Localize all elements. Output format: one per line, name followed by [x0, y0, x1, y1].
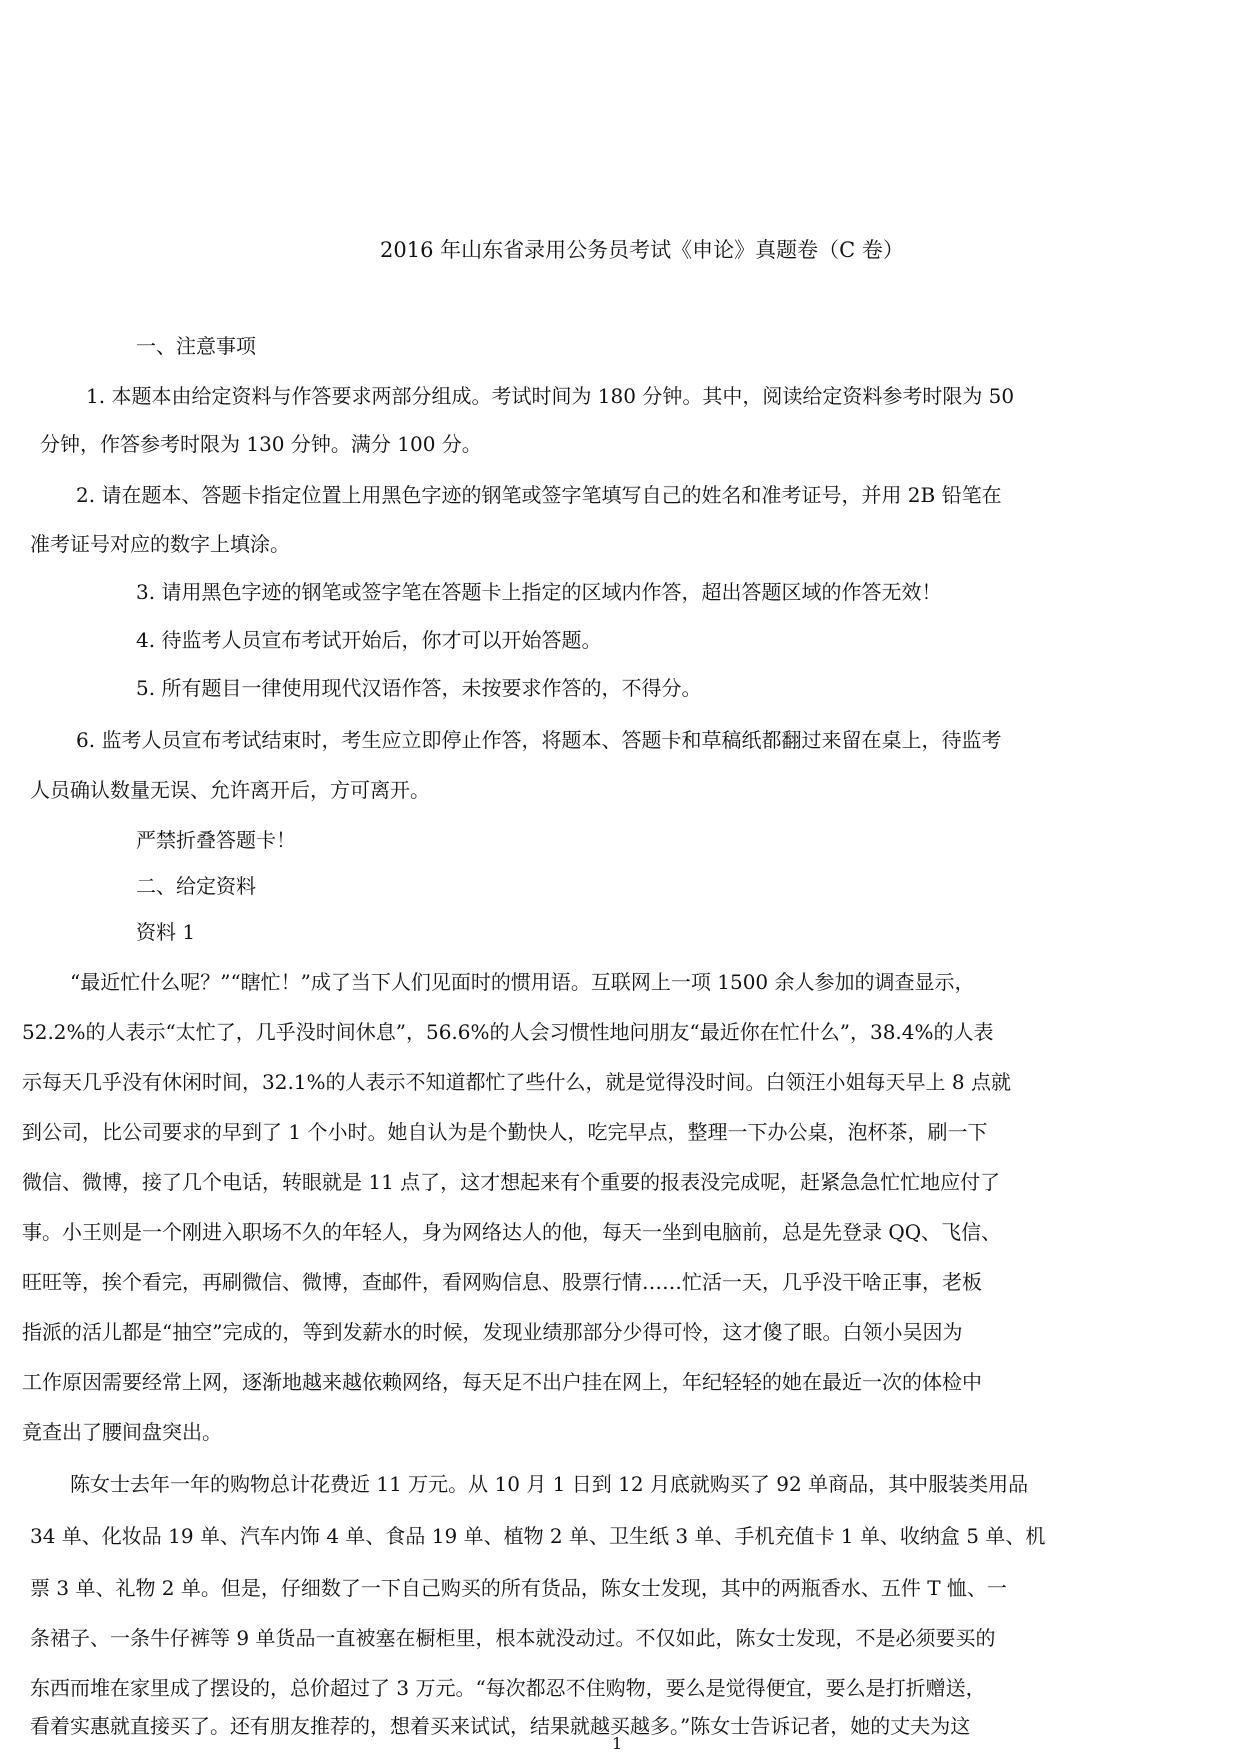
paragraph-line: 陈女士去年一年的购物总计花费近 11 万元。从 10 月 1 日到 12 月底就购买了 92 单商品，其中服装类用品 — [70, 1472, 1029, 1496]
paragraph-line: 看着实惠就直接买了。还有朋友推荐的，想着买来试试，结果就越买越多。”陈女士告诉记者，她的丈夫为这 — [30, 1714, 971, 1738]
note-line: 6. 监考人员宣布考试结束时，考生应立即停止作答，将题本、答题卡和草稿纸都翻过来留在桌上，待监考 — [76, 728, 1002, 752]
note-line: 2. 请在题本、答题卡指定位置上用黑色字迹的钢笔或签字笔填写自己的姓名和准考证号，并用 2B 铅笔在 — [76, 483, 1002, 507]
note-line: 人员确认数量无误、允许离开后，方可离开。 — [30, 778, 430, 802]
paragraph-line: 工作原因需要经常上网，逐渐地越来越依赖网络，每天足不出户挂在网上，年纪轻轻的她在最近一次的体检中 — [22, 1370, 982, 1394]
notes-heading: 一、注意事项 — [136, 334, 256, 358]
note-line: 1. 本题本由给定资料与作答要求两部分组成。考试时间为 180 分钟。其中，阅读给定资料参考时限为 50 — [86, 384, 1015, 408]
paragraph-line: 东西而堆在家里成了摆设的，总价超过了 3 万元。“每次都忍不住购物，要么是觉得便宜，要么是打折赠送， — [30, 1676, 986, 1700]
note-line: 分钟，作答参考时限为 130 分钟。满分 100 分。 — [40, 432, 482, 456]
paragraph-line: 34 单、化妆品 19 单、汽车内饰 4 单、食品 19 单、植物 2 单、卫生纸 3 单、手机充值卡 1 单、收纳盒 5 单、机 — [30, 1524, 1046, 1548]
note-line: 3. 请用黑色字迹的钢笔或签字笔在答题卡上指定的区域内作答，超出答题区域的作答无效！ — [136, 580, 942, 604]
warning-text: 严禁折叠答题卡！ — [136, 828, 296, 852]
paragraph-line: 示每天几乎没有休闲时间，32.1%的人表示不知道都忙了些什么，就是觉得没时间。白领汪小姐每天早上 8 点就 — [22, 1070, 1011, 1094]
paragraph-line: 指派的活儿都是“抽空”完成的，等到发薪水的时候，发现业绩那部分少得可怜，这才傻了眼。白领小吴因为 — [22, 1320, 963, 1344]
paragraph-line: 52.2%的人表示“太忙了，几乎没时间休息”，56.6%的人会习惯性地问朋友“最近你在忙什么”，38.4%的人表 — [22, 1020, 994, 1044]
paragraph-line: 微信、微博，接了几个电话，转眼就是 11 点了，这才想起来有个重要的报表没完成呢，赶紧急急忙忙地应付了 — [22, 1170, 1001, 1194]
paragraph-line: 票 3 单、礼物 2 单。但是，仔细数了一下自己购买的所有货品，陈女士发现，其中的两瓶香水、五件 T 恤、一 — [30, 1576, 1007, 1600]
document-title: 2016 年山东省录用公务员考试《申论》真题卷（C 卷） — [380, 238, 904, 262]
page-number: 1 — [612, 1734, 623, 1753]
note-line: 准考证号对应的数字上填涂。 — [30, 532, 290, 556]
paragraph-line: 条裙子、一条牛仔裤等 9 单货品一直被塞在橱柜里，根本就没动过。不仅如此，陈女士发现，不是必须要买的 — [30, 1626, 996, 1650]
paragraph-line: 到公司，比公司要求的早到了 1 个小时。她自认为是个勤快人，吃完早点，整理一下办公桌，泡杯茶，刷一下 — [22, 1120, 988, 1144]
note-line: 5. 所有题目一律使用现代汉语作答，未按要求作答的，不得分。 — [136, 676, 702, 700]
material-label: 资料 1 — [136, 920, 196, 944]
paragraph-line: 竟查出了腰间盘突出。 — [22, 1420, 222, 1444]
note-line: 4. 待监考人员宣布考试开始后，你才可以开始答题。 — [136, 628, 602, 652]
paragraph-line: 事。小王则是一个刚进入职场不久的年轻人，身为网络达人的他，每天一坐到电脑前，总是先登录 QQ、飞信、 — [22, 1220, 1002, 1244]
paragraph-line: 旺旺等，挨个看完，再刷微信、微博，查邮件，看网购信息、股票行情……忙活一天，几乎没干啥正事，老板 — [22, 1270, 982, 1294]
materials-heading: 二、给定资料 — [136, 874, 256, 898]
paragraph-line: “最近忙什么呢？”“瞎忙！”成了当下人们见面时的惯用语。互联网上一项 1500 余人参加的调查显示， — [70, 970, 975, 994]
